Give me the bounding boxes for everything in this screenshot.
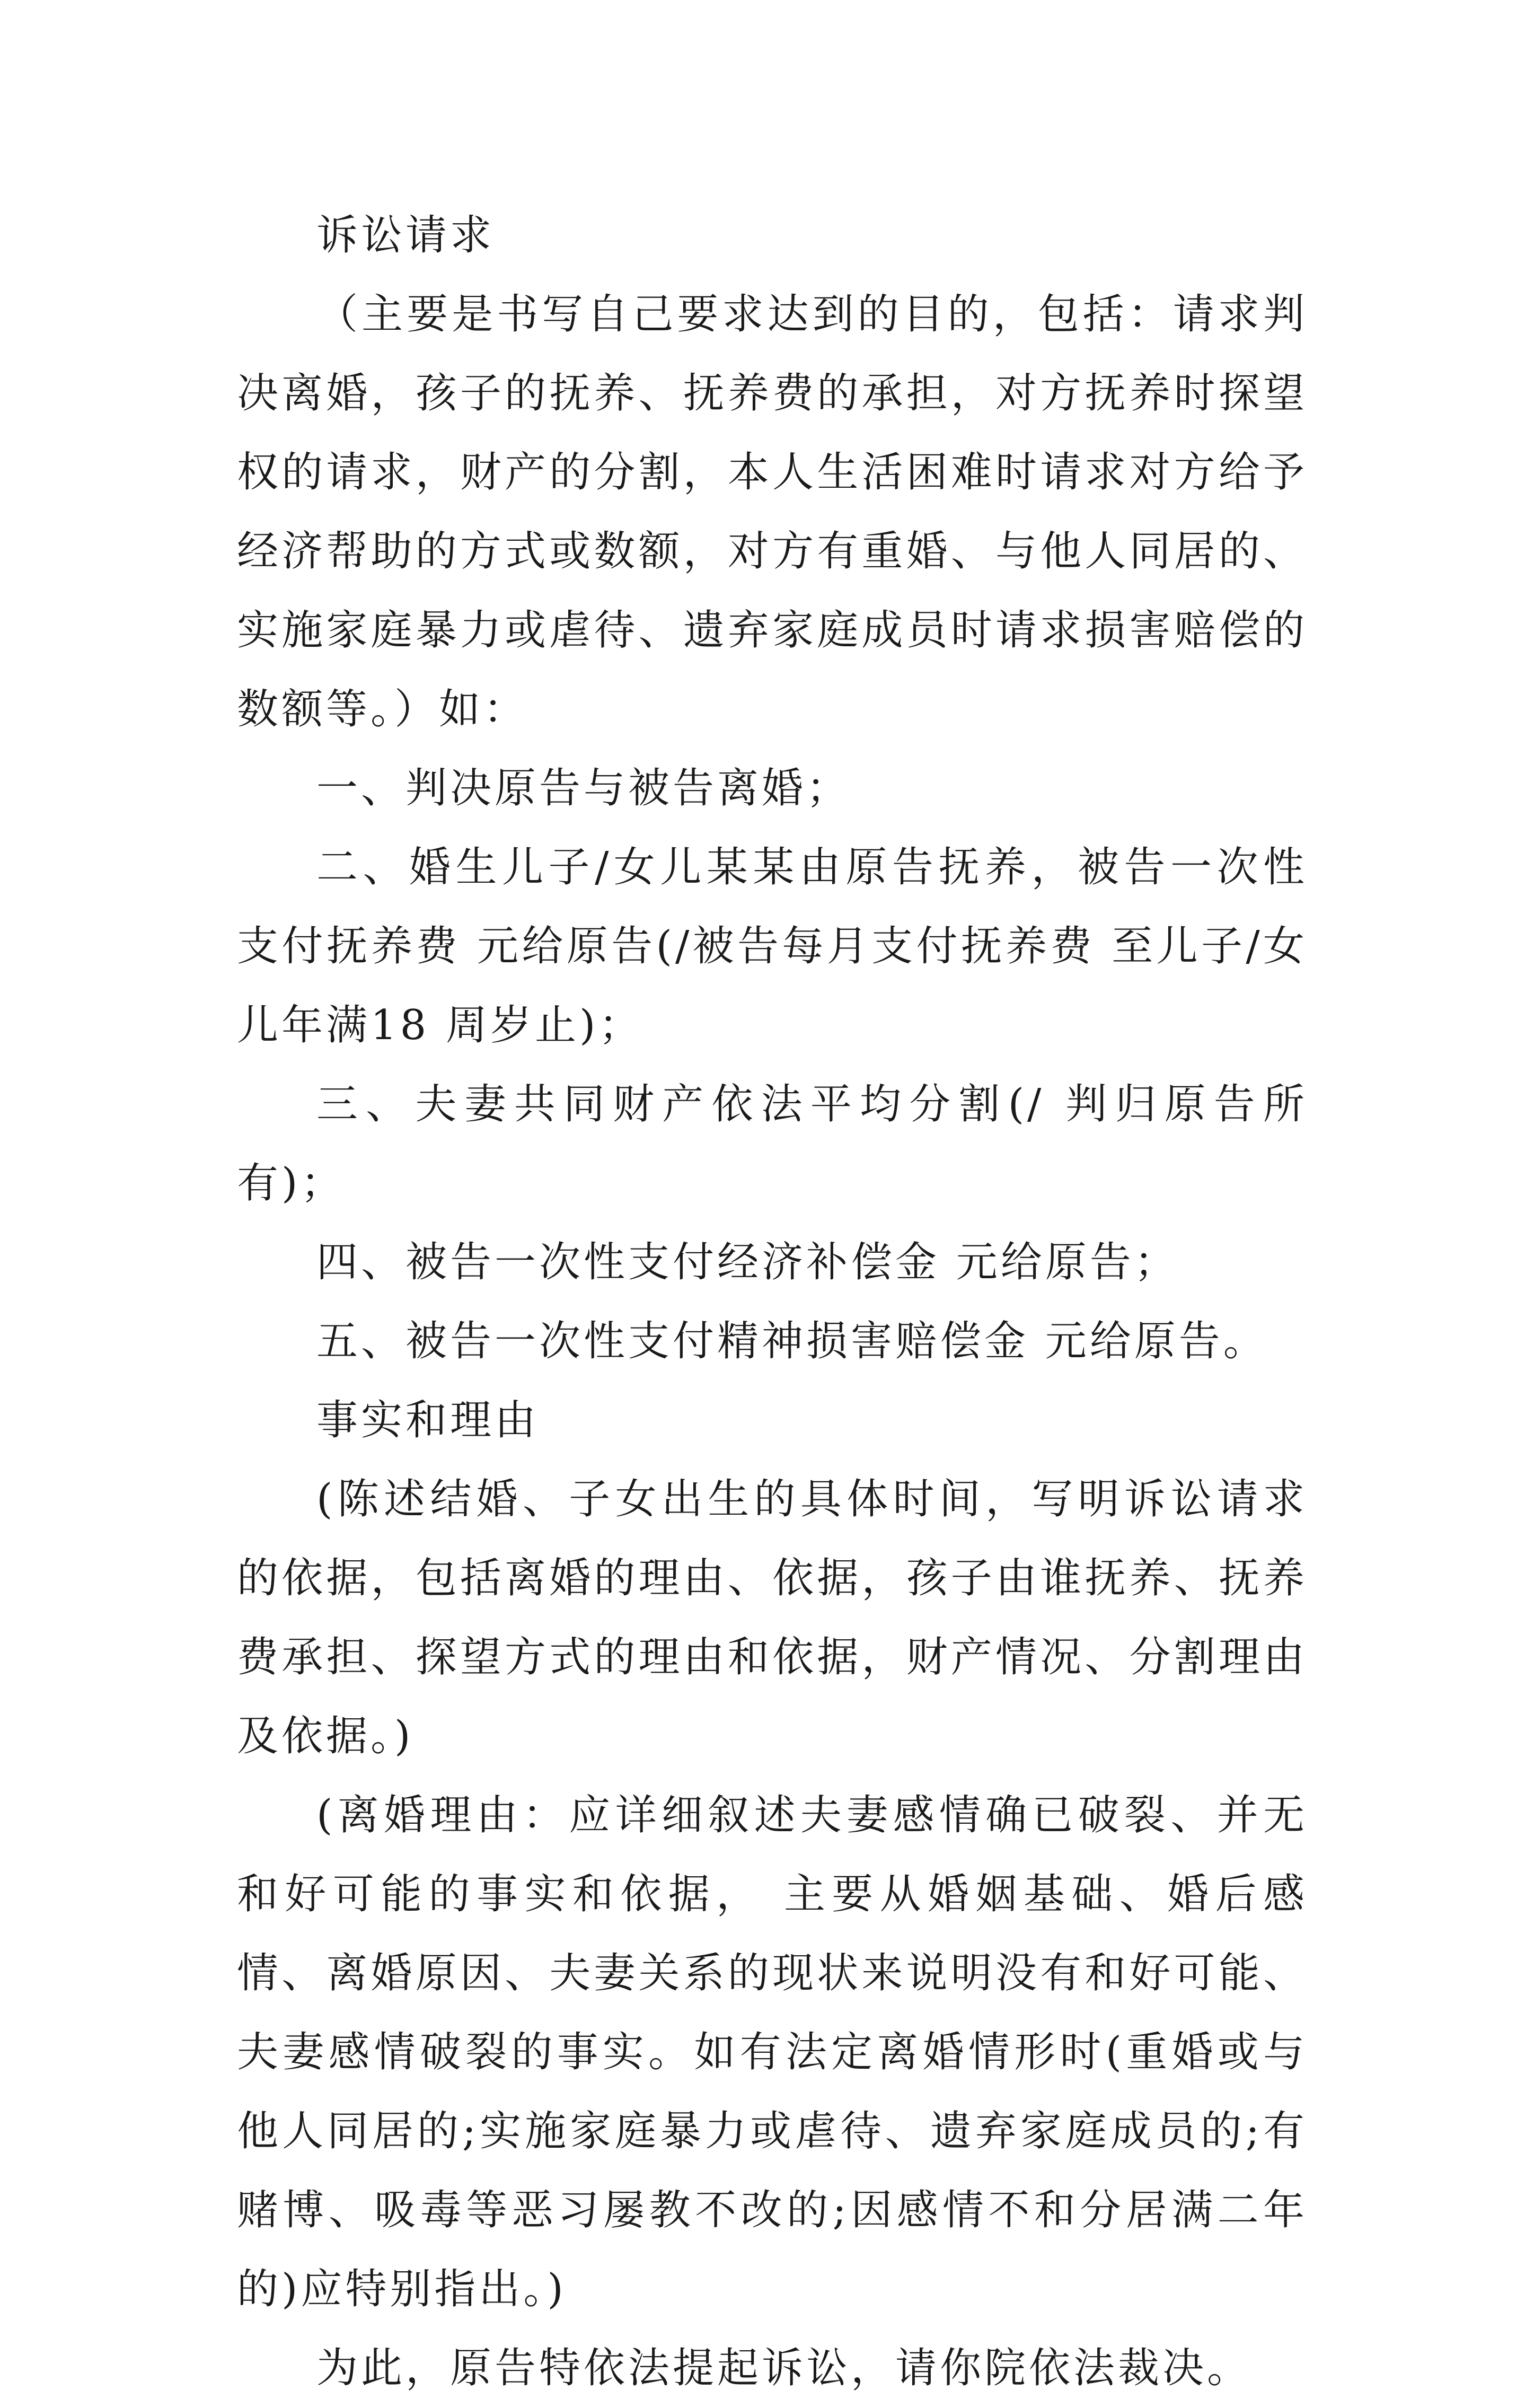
claim-item-4: 四、被告一次性支付经济补偿金 元给原告； xyxy=(316,1238,1179,1286)
claim-item-3: 三、夫妻共同财产依法平均分割(/ 判归原告所有)； xyxy=(237,1080,1308,1207)
claim-item-2: 二、婚生儿子/女儿某某由原告抚养，被告一次性支付抚养费 元给原告(/被告每月支付抚养费 至儿子/女儿年满18 周岁止)； xyxy=(237,843,1308,1049)
claims-instruction-paragraph: （主要是书写自己要求达到的目的，包括：请求判决离婚，孩子的抚养、抚养费的承担，对方抚养时探望权的请求，财产的分割，本人生活困难时请求对方给予经济帮助的方式或数额，对方有重婚、与他人同居的、实施家庭暴力或虐待、遗弃家庭成员时请求损害赔偿的数额等。）如： xyxy=(237,291,1308,733)
heading-facts-and-reasons: 事实和理由 xyxy=(316,1396,540,1444)
facts-instruction-paragraph: (陈述结婚、子女出生的具体时间，写明诉讼请求的依据，包括离婚的理由、依据，孩子由谁抚养、抚养费承担、探望方式的理由和依据，财产情况、分割理由及依据。) xyxy=(237,1475,1308,1760)
heading-claims: 诉讼请求 xyxy=(316,212,495,259)
claim-item-1: 一、判决原告与被告离婚； xyxy=(316,764,851,812)
claim-item-5: 五、被告一次性支付精神损害赔偿金 元给原告。 xyxy=(316,1317,1268,1365)
document-body xyxy=(237,196,1308,2408)
divorce-reasons-paragraph: (离婚理由：应详细叙述夫妻感情确已破裂、并无和好可能的事实和依据， 主要从婚姻基础、婚后感情、离婚原因、夫妻关系的现状来说明没有和好可能、夫妻感情破裂的事实。如有法定离婚情形时(重婚或与他人同居的;实施家庭暴力或虐待、遗弃家庭成员的;有赌博、吸毒等恶习屡教不改的;因感情不和分居满二年的)应特别指出。) xyxy=(237,1791,1308,2313)
closing-paragraph: 为此，原告特依法提起诉讼，请你院依法裁决。 xyxy=(316,2344,1252,2392)
